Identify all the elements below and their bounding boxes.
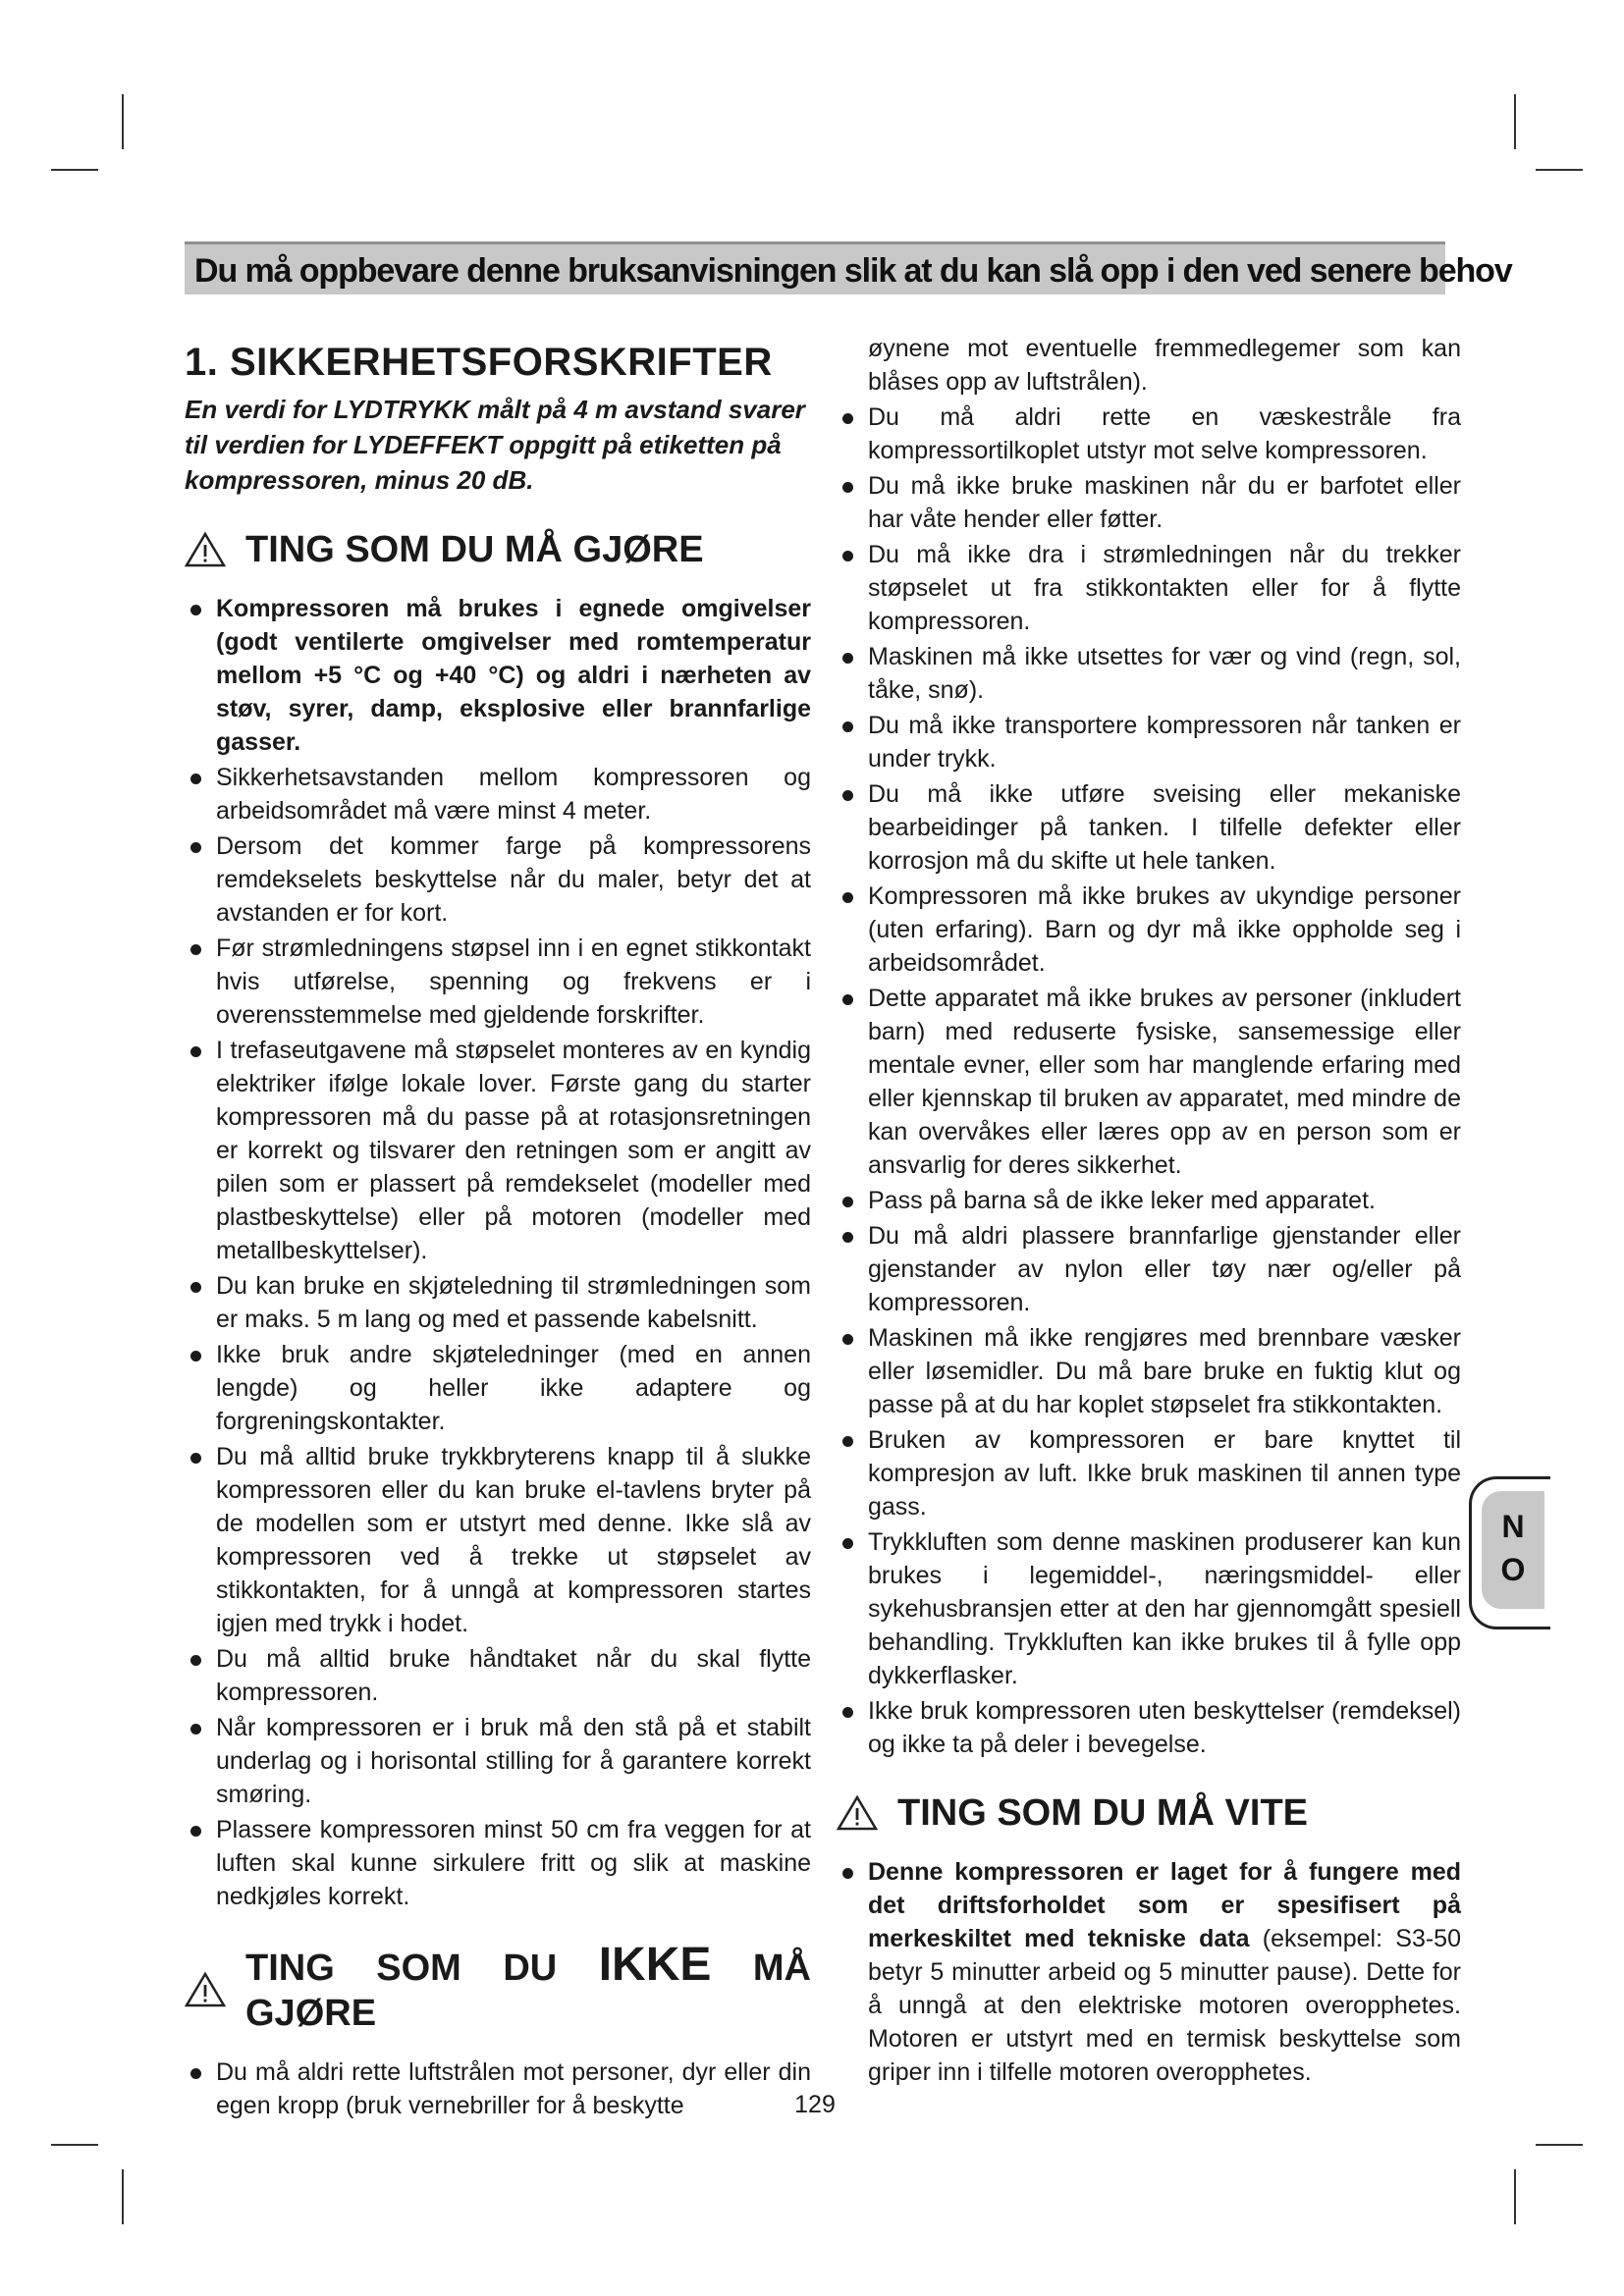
list-item: Ikke bruk kompressoren uten beskyttelser (remdeksel) og ikke ta på deler i bevegelse. — [837, 1694, 1461, 1761]
list-item: I trefaseutgavene må støpselet monteres av en kyndig elektriker ifølge lokale lover. Første gang du starter kompressoren må du passe på at rotasjonsretningen er korrekt og tilsvarer den retningen som er angitt av pilen som er plassert på remdekselet (modeller med plastbeskyttelse) eller på motoren (modeller med metallbeskyttelser). — [185, 1034, 811, 1267]
list-item: Du må aldri plassere brannfarlige gjenstander eller gjenstander av nylon eller tøy nær og/eller på kompressoren. — [837, 1219, 1461, 1319]
section-title: 1. SIKKERHETSFORSKRIFTER — [185, 341, 773, 384]
list-item: Pass på barna så de ikke leker med apparatet. — [837, 1184, 1461, 1217]
language-tab — [1469, 1476, 1550, 1629]
heading-must-know — [837, 1790, 1461, 1836]
body-text: (eksempel: S3-50 betyr 5 minutter arbeid og 5 minutter pause). Dette for å unngå at den elektriske motoren overopphetes. Motoren er utstyrt med en termisk beskyttelse som griper inn i tilfelle motoren overopphetes. — [868, 1925, 1461, 2086]
list-item: Bruken av kompressoren er bare knyttet til kompresjon av luft. Ikke bruk maskinen til annen type gass. — [837, 1423, 1461, 1523]
list-item-continued: øynene mot eventuelle fremmedlegemer som kan blåses opp av luftstrålen). — [868, 335, 1461, 396]
emphasis-text: Denne kompressoren er laget for å fungere med det driftsforholdet som er spesifisert på merkeskiltet med tekniske data — [868, 1858, 1461, 1952]
must-not-do-list — [837, 332, 1461, 1761]
must-do-list — [185, 592, 811, 1913]
list-item — [837, 1855, 1461, 2089]
list-item: Du må ikke transportere kompressoren når tanken er under trykk. — [837, 709, 1461, 775]
header-banner: Du må oppbevare denne bruksanvisningen slik at du kan slå opp i den ved senere behov — [185, 241, 1445, 294]
list-item: Dersom det kommer farge på kompressorens remdekselets beskyttelse når du maler, betyr det at avstanden er for kort. — [185, 829, 811, 930]
warning-triangle-icon — [185, 1972, 226, 2007]
heading-suffix: MÅ GJØRE — [245, 1948, 811, 2034]
list-item: Trykkluften som denne maskinen produserer kan kun brukes i legemiddel-, næringsmiddel- eller sykehusbransjen etter at den har gjennomgått spesiell behandling. Trykkluften kan ikke brukes til å fylle opp dykkerflasker. — [837, 1525, 1461, 1692]
list-item: Ikke bruk andre skjøteledninger (med en annen lengde) og heller ikke adaptere og forgreningskontakter. — [185, 1338, 811, 1438]
list-item: Du må aldri rette en væskestråle fra kompressortilkoplet utstyr mot selve kompressoren. — [837, 400, 1461, 467]
heading-must-not-do-text — [245, 1939, 811, 2036]
crop-mark-bl-h — [51, 2144, 98, 2146]
crop-mark-bl-v — [122, 2169, 124, 2224]
list-item: Du må aldri rette luftstrålen mot personer, dyr eller din egen kropp (bruk vernebriller for å beskytte — [185, 2056, 811, 2122]
language-letter: O — [1500, 1552, 1526, 1587]
heading-must-know-text: TING SOM DU MÅ VITE — [897, 1792, 1308, 1834]
right-column — [837, 332, 1461, 2091]
list-item: Sikkerhetsavstanden mellom kompressoren og arbeidsområdet må være minst 4 meter. — [185, 761, 811, 828]
warning-triangle-icon — [185, 532, 226, 567]
list-item: Du må ikke dra i strømledningen når du trekker støpselet ut fra stikkontakten eller for å flytte kompressoren. — [837, 538, 1461, 638]
crop-mark-br-h — [1536, 2144, 1583, 2146]
list-item: Du må ikke utføre sveising eller mekaniske bearbeidinger på tanken. I tilfelle defekter eller korrosjon må du skifte ut hele tanken. — [837, 777, 1461, 878]
list-item: Før strømledningens støpsel inn i en egnet stikkontakt hvis utførelse, spenning og frekvens er i overensstemmelse med gjeldende forskrifter. — [185, 932, 811, 1032]
list-item: Du kan bruke en skjøteledning til strømledningen som er maks. 5 m lang og med et passende kabelsnitt. — [185, 1269, 811, 1336]
page-number: 129 — [794, 2091, 836, 2118]
intro-note: En verdi for LYDTRYKK målt på 4 m avstand svarer til verdien for LYDEFFEKT oppgitt på etiketten på kompressoren, minus 20 dB. — [185, 395, 805, 495]
list-item: Dette apparatet må ikke brukes av personer (inkludert barn) med reduserte fysiske, sansemessige eller mentale evner, eller som har manglende erfaring med eller kjennskap til bruken av apparatet, med mindre de kan overvåkes eller læres opp av en person som er ansvarlig for deres sikkerhet. — [837, 982, 1461, 1182]
list-item: Du må alltid bruke trykkbryterens knapp til å slukke kompressoren eller du kan bruke el-tavlens bryter på de modellen som er utstyrt med denne. Ikke slå av kompressoren ved å trekke ut støpselet av stikkontakten, for å unngå at kompressoren startes igjen med trykk i hodet. — [185, 1440, 811, 1640]
language-letter: N — [1501, 1509, 1525, 1544]
crop-mark-tr-h — [1536, 169, 1583, 171]
crop-mark-tl-v — [122, 94, 124, 149]
heading-emphasis: IKKE — [598, 1939, 712, 1991]
language-tab-label — [1482, 1491, 1544, 1609]
list-item: Maskinen må ikke utsettes for vær og vind (regn, sol, tåke, snø). — [837, 640, 1461, 707]
must-know-list — [837, 1855, 1461, 2089]
crop-mark-tr-v — [1514, 94, 1516, 149]
left-column — [185, 327, 811, 2124]
heading-prefix: TING SOM DU — [245, 1948, 558, 1989]
heading-must-not-do — [185, 1939, 811, 2036]
heading-must-do-text: TING SOM DU MÅ GJØRE — [245, 529, 704, 570]
list-item: Du må ikke bruke maskinen når du er barfotet eller har våte hender eller føtter. — [837, 469, 1461, 536]
warning-triangle-icon — [837, 1795, 878, 1831]
must-not-do-list-start — [185, 2056, 811, 2122]
list-item: Kompressoren må ikke brukes av ukyndige personer (uten erfaring). Barn og dyr må ikke oppholde seg i arbeidsområdet. — [837, 880, 1461, 980]
list-item: Kompressoren må brukes i egnede omgivelser (godt ventilerte omgivelser med romtemperatur mellom +5 °C og +40 °C) og aldri i nærheten av støv, syrer, damp, eksplosive eller brannfarlige gasser. — [185, 592, 811, 759]
heading-must-do — [185, 527, 811, 572]
list-item: Maskinen må ikke rengjøres med brennbare væsker eller løsemidler. Du må bare bruke en fuktig klut og passe på at du har koplet støpselet fra stikkontakten. — [837, 1321, 1461, 1421]
crop-mark-br-v — [1514, 2169, 1516, 2224]
list-item: Plassere kompressoren minst 50 cm fra veggen for at luften skal kunne sirkulere fritt og slik at maskine nedkjøles korrekt. — [185, 1813, 811, 1913]
crop-mark-tl-h — [51, 169, 98, 171]
list-item: Når kompressoren er i bruk må den stå på et stabilt underlag og i horisontal stilling for å garantere korrekt smøring. — [185, 1711, 811, 1811]
list-item: Du må alltid bruke håndtaket når du skal flytte kompressoren. — [185, 1642, 811, 1709]
